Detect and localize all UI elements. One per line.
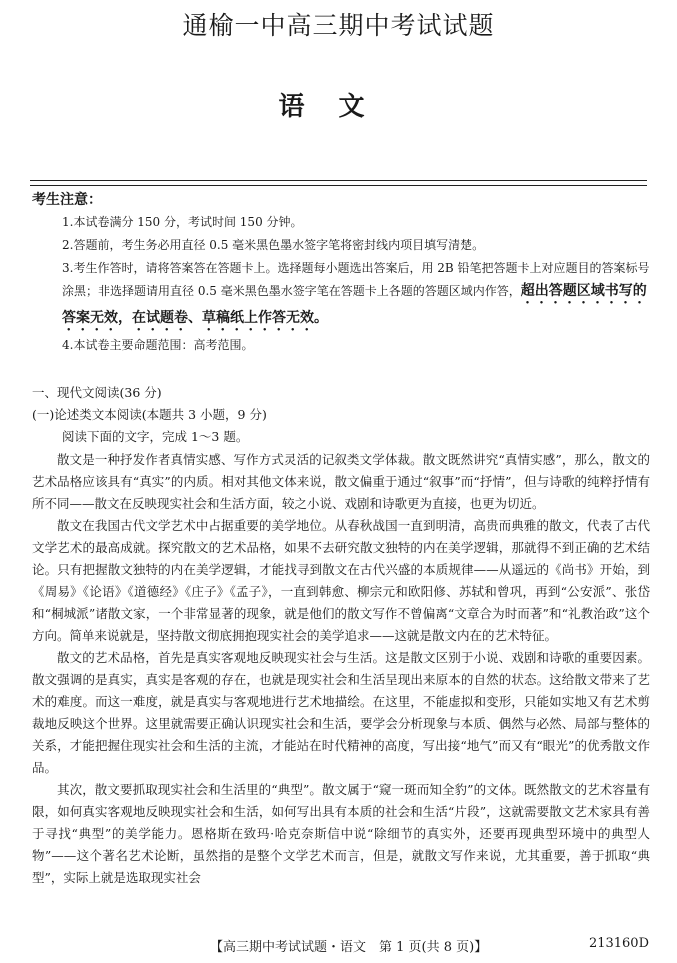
notice-item: 2.答题前，考生务必用直径 0.5 毫米黑色墨水签字笔将密封线内项目填写清楚。 [62, 238, 485, 252]
section-subheading: (一)论述类文本阅读(本题共 3 小题，9 分) [32, 407, 267, 422]
passage-paragraph: 散文的艺术品格，首先是真实客观地反映现实社会与生活。这是散文区别于小说、戏剧和诗歌的重要因素。散文强调的是真实，真实是客观的存在，也就是现实社会和生活呈现出来原本的自然的状态。这给散文带来了艺术的难度。而这一难度，就是真实与客观地进行艺术地描绘。在这里，不能虚拟和变形，只能如实地又有艺术剪裁地反映这个世界。这里就需要正确认识现实社会和生活，要学会分析现象与本质、偶然与必然、局部与整体的关系，才能把握住现实社会和生活的主流，才能站在时代精神的高度，写出接“地气”而又有“眼光”的优秀散文作品。 [32, 650, 650, 775]
notice-item-text: 3.考生作答时，请将答案答在答题卡上。选择题每小题选出答案后，用 2B 铅笔把答题卡上对应题目的答案标号涂黑；非选择题请用直径 0.5 毫米黑色墨水签字笔在答题卡上各题的答题区域内作答， [62, 261, 650, 298]
passage-paragraph: 散文是一种抒发作者真情实感、写作方式灵活的记叙类文学体裁。散文既然讲究“真情实感”，那么，散文的艺术品格应该具有“真实”的内质。相对其他文体来说，散文偏重于通过“叙事”而“抒情”，但与诗歌的纯粹抒情有所不同——散文在反映现实社会和生活方面，较之小说、戏剧和诗歌更为直接，也更为切近。 [32, 452, 650, 511]
exam-title: 通榆一中高三期中考试试题 [182, 11, 495, 40]
notice-emphasis: 超出答题区域书写的答案无效，在试题卷、草稿纸上作答无效。 [62, 283, 647, 326]
passage-paragraph: 散文在我国古代文学艺术中占据重要的美学地位。从春秋战国一直到明清，高贵而典雅的散文，代表了古代文学艺术的最高成就。探究散文的艺术品格，如果不去研究散文独特的内在美学逻辑，那就得不到正确的艺术结论。只有把握散文独特的内在美学逻辑，才能找寻到散文在古代兴盛的本质规律——从遥远的《尚书》开始，到《周易》《论语》《道德经》《庄子》《孟子》，一直到韩愈、柳宗元和欧阳修、苏轼和曾巩，再到“公安派”、张岱和“桐城派”诸散文家，一个非常显著的现象，就是他们的散文写作不曾偏离“文章合为时而著”和“礼教治政”这个方向。简单来说就是，坚持散文彻底拥抱现实社会的美学追求——这就是散文内在的艺术特征。 [32, 518, 650, 643]
reading-passage [32, 449, 650, 889]
reading-instruction: 阅读下面的文字，完成 1～3 题。 [62, 429, 249, 444]
passage-paragraph: 其次，散文要抓取现实社会和生活里的“典型”。散文属于“窥一斑而知全豹”的文体。既然散文的艺术容量有限，如何真实客观地反映现实社会和生活，如何写出具有本质的社会和生活“片段”，这就需要散文艺术家具有善于寻找“典型”的美学能力。恩格斯在致玛·哈克奈斯信中说“除细节的真实外，还要再现典型环境中的典型人物”——这个著名艺术论断，虽然指的是整个文学艺术而言，但是，就散文写作来说，尤其重要，善于抓取“典型”，实际上就是选取现实社会 [32, 782, 650, 885]
notice-item [62, 257, 652, 334]
notice-heading: 考生注意： [32, 192, 102, 208]
notice-list [62, 211, 652, 357]
footer-code: 213160D [588, 936, 649, 951]
subject-title: 语文 [278, 92, 399, 122]
notice-item: 4.本试卷主要命题范围：高考范围。 [62, 338, 254, 352]
divider-line [30, 180, 647, 181]
notice-item: 1.本试卷满分 150 分，考试时间 150 分钟。 [62, 215, 303, 229]
divider-line [30, 185, 647, 186]
section-heading: 一、现代文阅读(36 分) [32, 385, 162, 400]
footer-page-info: 【高三期中考试试题・语文 第 1 页(共 8 页)】 [210, 940, 488, 955]
